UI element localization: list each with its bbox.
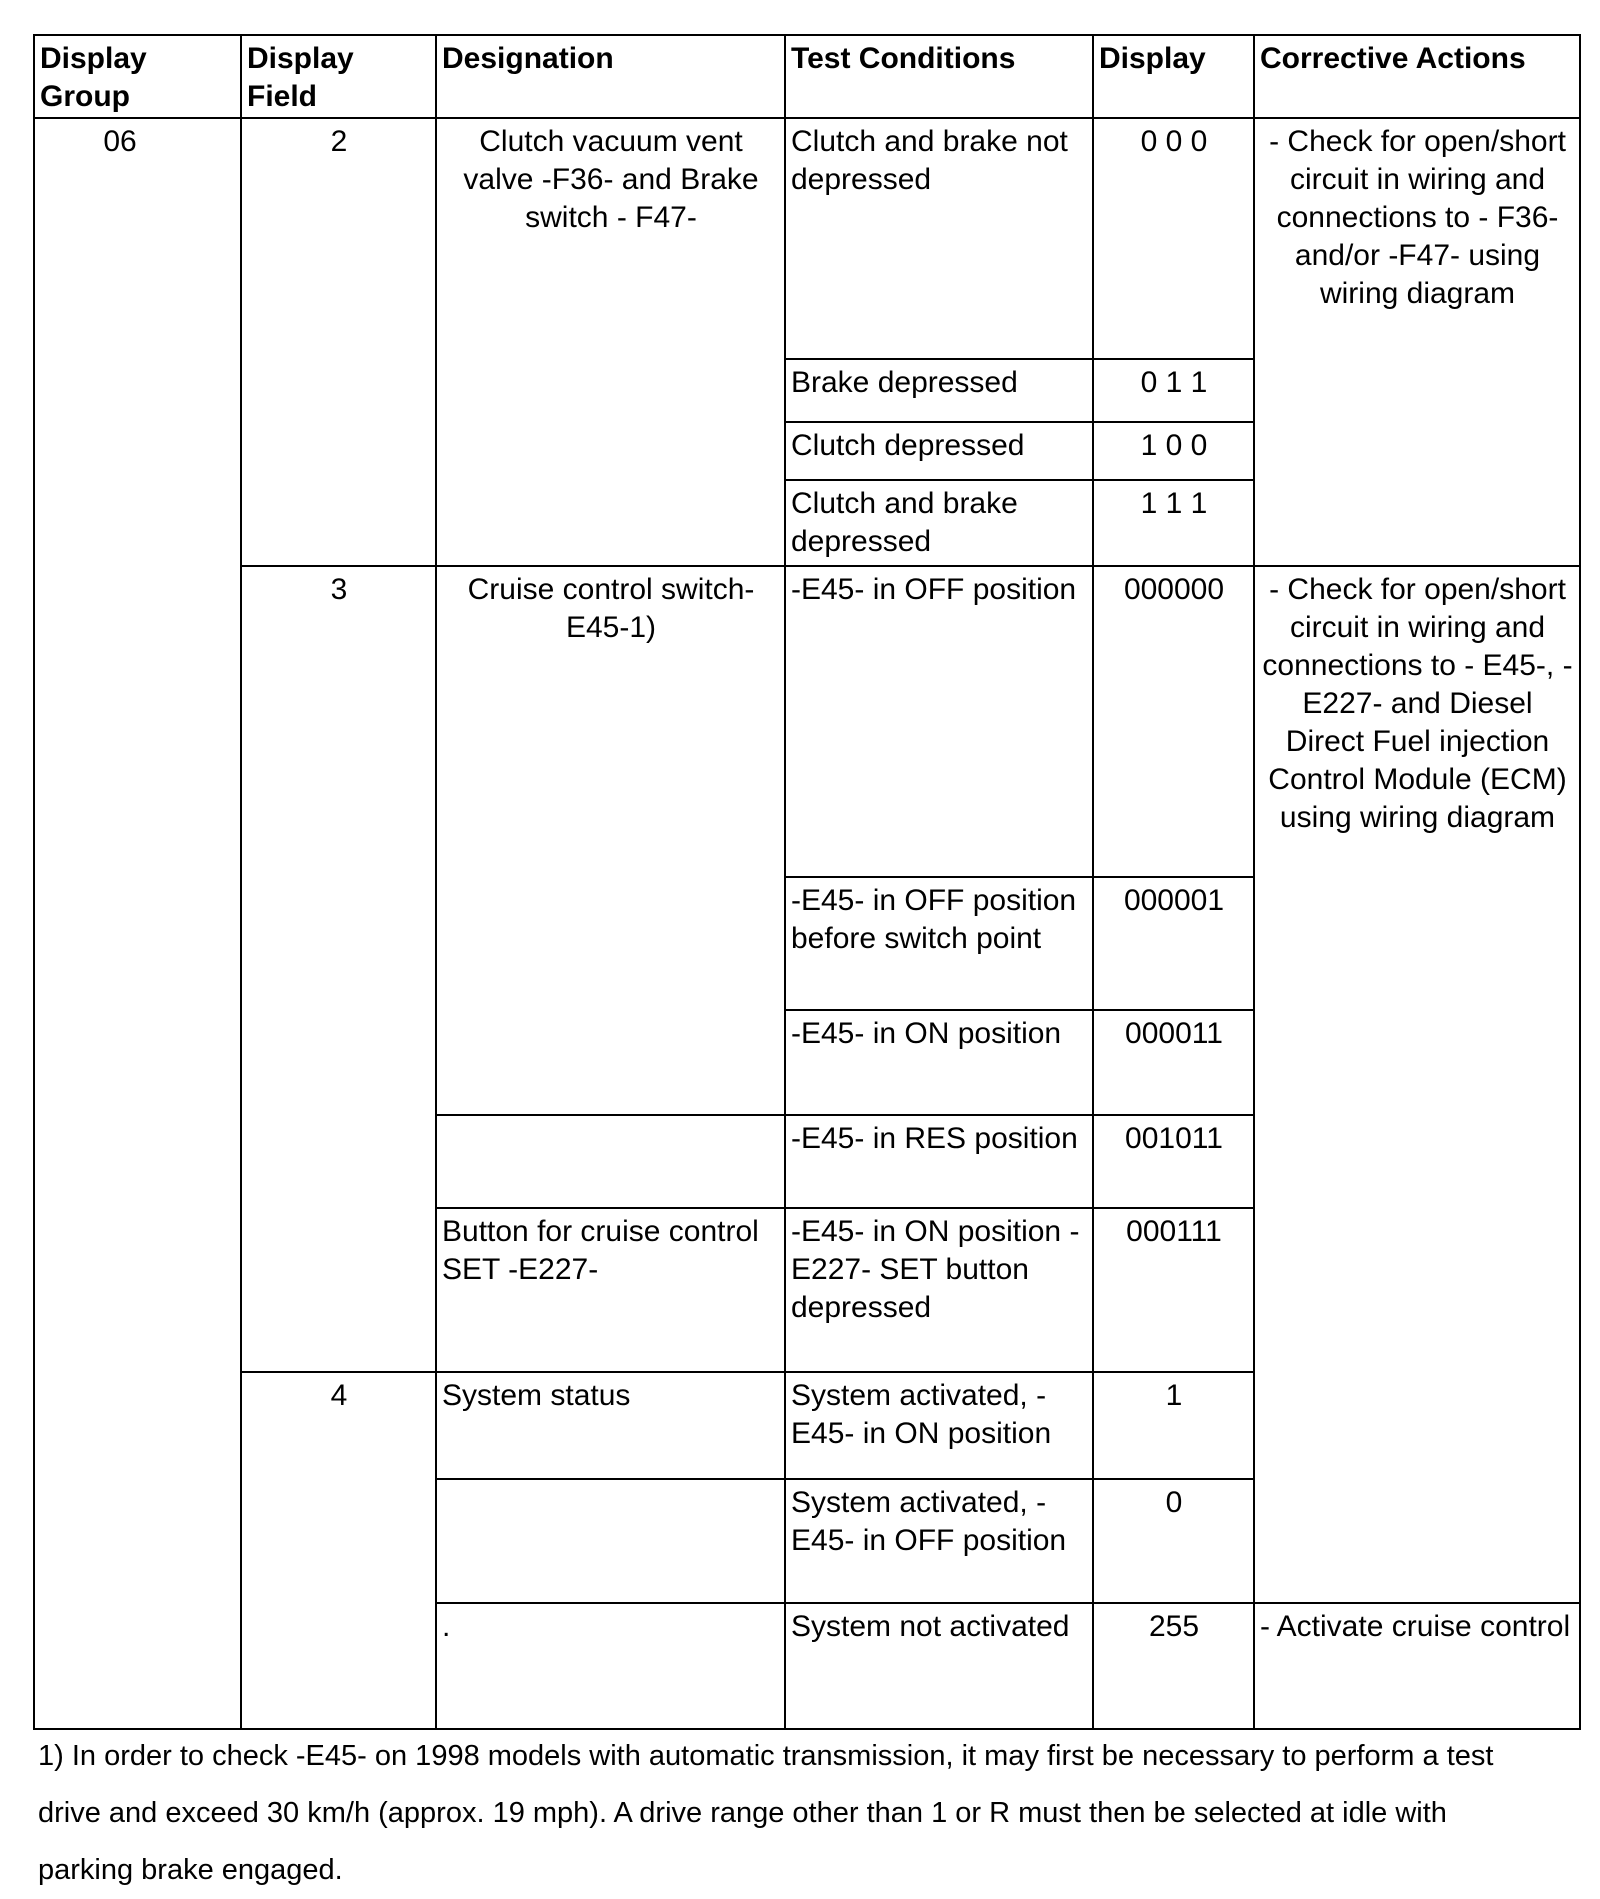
test-condition-cell: Clutch and brake not depressed — [785, 118, 1093, 359]
footnote: 1) In order to check -E45- on 1998 models with automatic transmission, it may first be necessary to perform a test drive and exceed 30 km/h (approx. 19 mph). A drive range other than 1 or R must then be selected at idle with parking brake engaged. — [38, 1740, 1494, 1886]
display-field-cell: 4 — [241, 1372, 436, 1729]
display-group-cell: 06 — [34, 118, 241, 1729]
display-value-cell: 000011 — [1093, 1010, 1254, 1115]
display-field-cell: 2 — [241, 118, 436, 566]
corrective-action-cell: - Check for open/short circuit in wiring and connections to - F36- and/or -F47- using wiring diagram — [1254, 118, 1580, 566]
test-condition-cell: -E45- in ON position — [785, 1010, 1093, 1115]
header-display-group: Display Group — [34, 35, 241, 118]
designation-cell: . — [436, 1603, 785, 1729]
display-value-cell: 0 1 1 — [1093, 359, 1254, 422]
test-condition-cell: -E45- in ON position -E227- SET button depressed — [785, 1208, 1093, 1372]
display-field-cell: 3 — [241, 566, 436, 1372]
header-corrective-actions: Corrective Actions — [1254, 35, 1580, 118]
designation-cell — [436, 1115, 785, 1208]
display-value-cell: 001011 — [1093, 1115, 1254, 1208]
header-display: Display — [1093, 35, 1254, 118]
test-condition-cell: -E45- in OFF position before switch point — [785, 877, 1093, 1010]
test-condition-cell: -E45- in RES position — [785, 1115, 1093, 1208]
table-row — [34, 566, 1580, 877]
display-value-cell: 0 0 0 — [1093, 118, 1254, 359]
table-row — [34, 118, 1580, 359]
display-value-cell: 1 — [1093, 1372, 1254, 1479]
display-value-cell: 255 — [1093, 1603, 1254, 1729]
test-condition-cell: Clutch and brake depressed — [785, 480, 1093, 566]
test-condition-cell: Brake depressed — [785, 359, 1093, 422]
header-row — [34, 35, 1580, 118]
designation-cell — [436, 1479, 785, 1603]
display-value-cell: 0 — [1093, 1479, 1254, 1603]
test-condition-cell: System not activated — [785, 1603, 1093, 1729]
designation-cell: Cruise control switch- E45-1) — [436, 566, 785, 1115]
display-value-cell: 000111 — [1093, 1208, 1254, 1372]
display-value-cell: 1 0 0 — [1093, 422, 1254, 480]
display-value-cell: 000000 — [1093, 566, 1254, 877]
test-condition-cell: Clutch depressed — [785, 422, 1093, 480]
measured-values-table — [33, 34, 1581, 1730]
display-value-cell: 1 1 1 — [1093, 480, 1254, 566]
corrective-action-cell: - Check for open/short circuit in wiring and connections to - E45-, -E227- and Diesel Direct Fuel injection Control Module (ECM) using wiring diagram — [1254, 566, 1580, 1603]
designation-cell: Button for cruise control SET -E227- — [436, 1208, 785, 1372]
designation-cell: System status — [436, 1372, 785, 1479]
corrective-action-cell: - Activate cruise control — [1254, 1603, 1580, 1729]
display-value-cell: 000001 — [1093, 877, 1254, 1010]
test-condition-cell: System activated, -E45- in OFF position — [785, 1479, 1093, 1603]
header-display-field: Display Field — [241, 35, 436, 118]
designation-cell: Clutch vacuum vent valve -F36- and Brake switch - F47- — [436, 118, 785, 566]
header-test-conditions: Test Conditions — [785, 35, 1093, 118]
test-condition-cell: System activated, -E45- in ON position — [785, 1372, 1093, 1479]
header-designation: Designation — [436, 35, 785, 118]
test-condition-cell: -E45- in OFF position — [785, 566, 1093, 877]
